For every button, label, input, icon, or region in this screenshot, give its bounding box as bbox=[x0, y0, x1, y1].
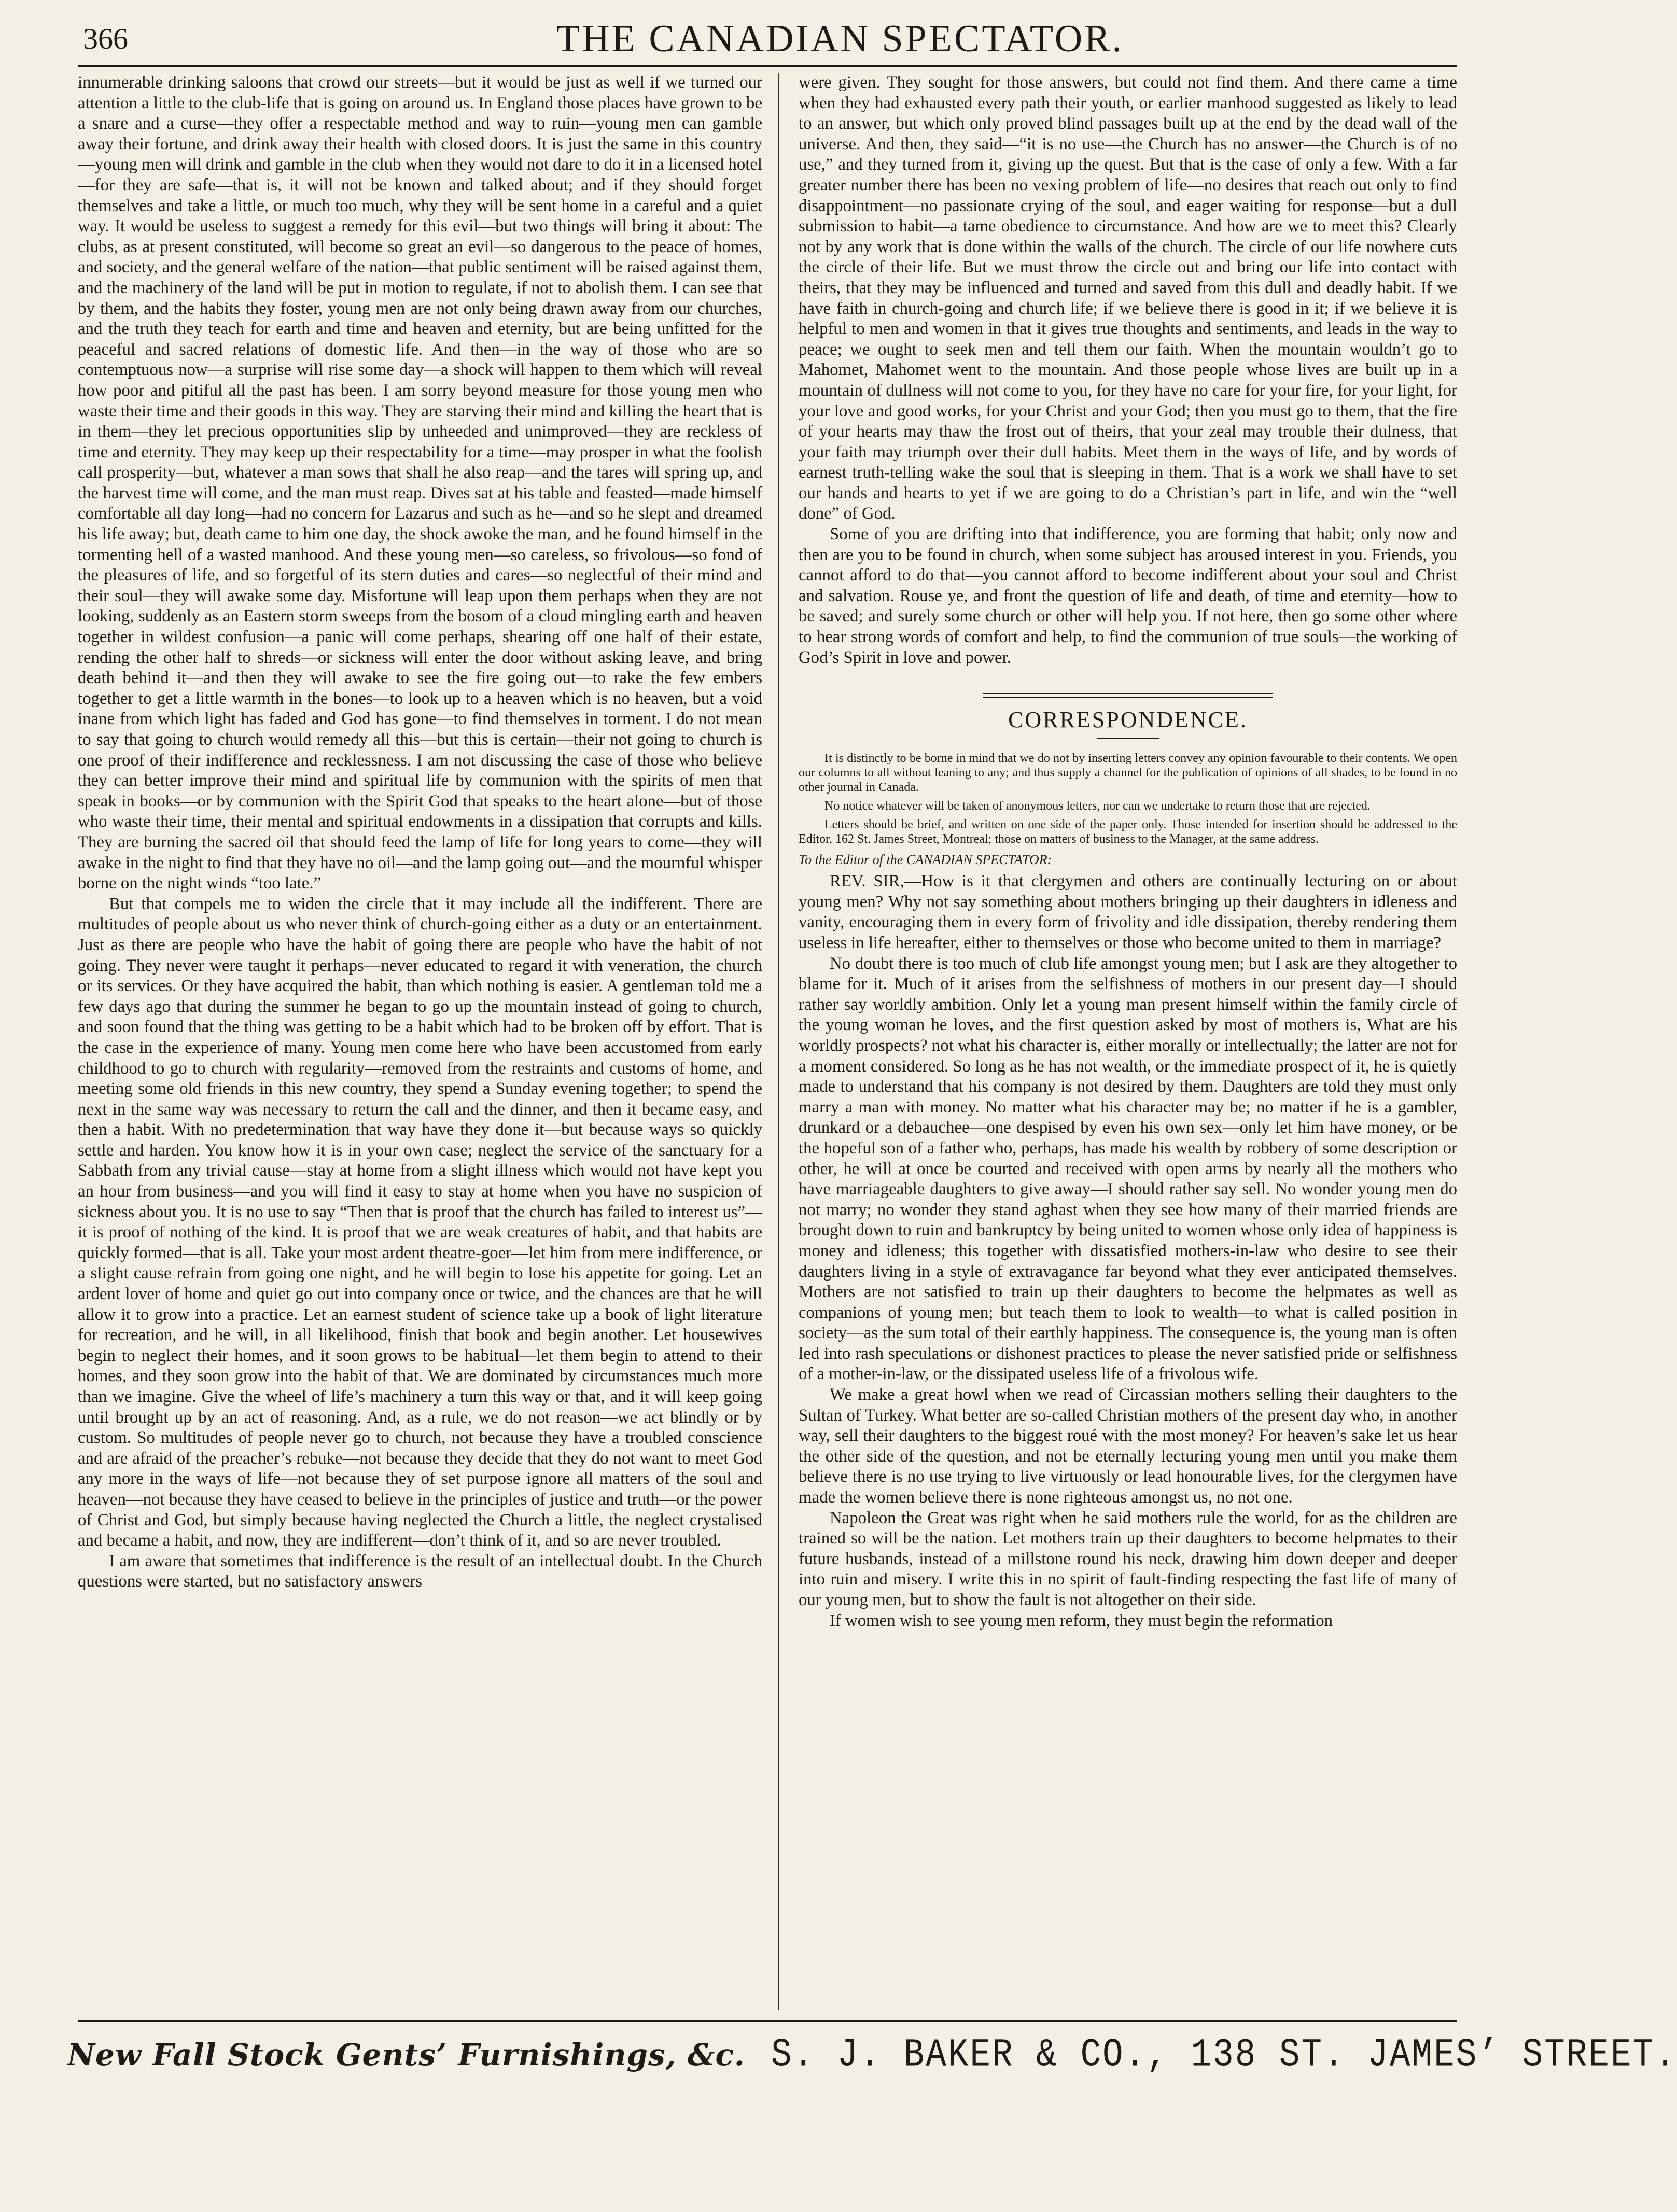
article-paragraph: innumerable drinking saloons that crowd our streets—but it would be just as well if we turned our attention a little to the club-life that is going on around us. In England those places have grown to be a snare and a curse—they offer a respectable method and way to ruin—young men can gamble away their fortune, and drink away their health with closed doors. It is just the same in this country—young men will drink and gamble in the club when they would not dare to do it in a licensed hotel—for they are safe—that is, it will not be known and talked about; and if they should forget themselves and take a little, or much too much, why they will be sent home in a careful and a quiet way. It would be useless to suggest a remedy for this evil—but two things will bring it about: The clubs, as at present constituted, will become so great an evil—so dangerous to the peace of homes, and society, and the general welfare of the nation—that public sentiment will be raised against them, and the machinery of the land will be put in motion to regulate, if not to abolish them. I can see that by them, and the habits they foster, young men are not only being drawn away from our churches, and the truth they teach for earth and time and heaven and eternity, but are being unfitted for the peaceful and sacred relations of domestic life. And then—in the way of those who are so contemptuous now—a surprise will rise some day—a shock will happen to them which will reveal how poor and pitiful all the past has been. I am sorry beyond measure for those young men who waste their time and their goods in this way. They are starving their mind and killing the heart that is in them—they let precious opportunities slip by unheeded and unimproved—they are reckless of time and eternity. They may keep up their respectability for a time—may prosper in what the foolish call prosperity—but, whatever a man sows that shall he also reap—and the tares will spring up, and the harvest time will come, and the man must reap. Dives sat at his table and feasted—made himself comfortable all day long—had no concern for Lazarus and such as he—and so he slept and dreamed his life away; but, death came to him one day, the shock awoke the man, and he found himself in the tormenting hell of a wasted manhood. And these young men—so careless, so frivolous—so fond of the pleasures of life, and so forgetful of its stern duties and cares—so neglectful of their mind and their soul—they will awake some day. Misfortune will leap upon them perhaps when they are not looking, suddenly as an Eastern storm sweeps from the bosom of a cloud mingling earth and heaven together in wildest confusion—a panic will come perhaps, shearing off one half of their estate, rending the other half to shreds—or sickness will enter the door without asking leave, and bring death behind it—and then they will awake to see the fire going out—to rake the few embers together to get a little warmth in the bones—to look up to a heaven which is no heaven, but a void inane from which light has faded and God has gone—to find themselves in torment. I do not mean to say that going to church would remedy all this—but this is certain—their not going to church is one proof of their indifference and recklessness. I am not discussing the case of those who believe they can better improve their mind and spiritual life by communion with the spirits of men that speak in books—or by communion with the Spirit God that speaks to the heart alone—but of those who waste their time, their mental and spiritual endowments in a dissipation that corrupts and kills. They are burning the sacred oil that should feed the lamp of life for long years to come—they will awake in the night to find that they have no oil—and the lamp going out—and the mournful whisper borne on the night winds “too late.” bbox=[78, 73, 762, 893]
footer-advertisement bbox=[67, 2029, 1677, 2081]
editorial-notice bbox=[799, 751, 1457, 846]
correspondence-heading: CORRESPONDENCE. bbox=[1008, 707, 1248, 733]
ad-right-text: S. J. BAKER & CO., 138 ST. JAMES’ STREET. bbox=[771, 2032, 1677, 2078]
article-paragraph: But that compels me to widen the circle that it may include all the indifferent. There are multitudes of people about us who never think of church-going either as a duty or an entertainment. Just as there are people who have the habit of going there are people who have the habit of not going. They never were taught it perhaps—never educated to regard it with veneration, the church or its services. Or they have acquired the habit, than which nothing is easier. A gentleman told me a few days ago that during the summer he began to go up the mountain instead of going to church, and soon found that the thing was getting to be a habit which had to be broken off by effort. That is the case in the experience of many. Young men come here who have been accustomed from early childhood to go to church with regularity—removed from the restraints and customs of home, and meeting some old friends in this new country, they spend a Sunday evening together; to spend the next in the same way was necessary to return the call and the dinner, and then it became easy, and then a habit. With no predetermination that way have they done it—but because ways so quickly settle and harden. You know how it is in your own case; neglect the service of the sanctuary for a Sabbath from any trivial cause—stay at home from a slight illness which would not have kept you an hour from business—and you will find it easy to stay at home when you have no suspicion of sickness about you. It is no use to say “Then that is proof that the church has failed to interest us”—it is proof of nothing of the kind. It is proof that we are weak creatures of habit, and that habits are quickly formed—that is all. Take your most ardent theatre-goer—let him from mere indifference, or a slight cause refrain from going one night, and he will begin to lose his appetite for going. Let an ardent lover of home and quiet go out into company once or twice, and the chances are that he will allow it to grow into a practice. Let an earnest student of science take up a book of light literature for recreation, and he will, in all likelihood, finish that book and begin another. Let housewives begin to neglect their homes, and it soon grows to be habitual—let them begin to attend to their homes, and they soon grow into the habit of that. We are dominated by circumstances much more than we imagine. Give the wheel of life’s machinery a turn this way or that, and it will keep going until brought up by an act of reasoning. And, as a rule, we do not reason—we act blindly or by custom. So multitudes of people never go to church, not because they have a troubled conscience and are afraid of the preacher’s rebuke—not because they decide that they do not want to meet God any more in the ways of life—not because they of set purpose ignore all matters of the soul and heaven—not because they have ceased to believe in the principles of justice and truth—or the power of Christ and God, but simply because having neglected the Church a little, the neglect crystalised and became a habit, and now, they are indifferent—don’t think of it, and so are never troubled. bbox=[78, 894, 762, 1550]
column-divider bbox=[778, 73, 779, 2010]
page-number: 366 bbox=[83, 22, 128, 55]
header-rule bbox=[78, 65, 1457, 67]
ad-left-text: New Fall Stock Gents’ Furnishings, &c. bbox=[67, 2037, 745, 2072]
left-column bbox=[78, 73, 762, 2010]
notice-paragraph: No notice whatever will be taken of anonymous letters, nor can we undertake to return those that are rejected. bbox=[824, 799, 1371, 813]
notice-paragraph: Letters should be brief, and written on one side of the paper only. Those intended for insertion should be addressed to the Editor, 162 St. James Street, Montreal; those on matters of business to the Manager, at the same address. bbox=[799, 818, 1457, 846]
letter-paragraph: No doubt there is too much of club life amongst young men; but I ask are they altogether to blame for it. Much of it arises from the selfishness of mothers in our present day—I should rather say worldly ambition. Only let a young man present himself within the family circle of the young woman he loves, and the first question asked by most of mothers is, What are his worldly prospects? not what his character is, either morally or intellectually; the latter are not for a moment considered. So long as he has not wealth, or the immediate prospect of it, he is quietly made to understand that his company is not desired by them. Daughters are told they must only marry a man with money. No matter what his character may be; no matter if he is a gambler, drunkard or a debauchee—one despised by even his own sex—only let him have money, or be the hopeful son of a father who, perhaps, has made his wealth by robbery of some description or other, he will at once be courted and received with open arms by nearly all the mothers who have marriageable daughters to give away—I should rather say sell. No wonder young men do not marry; no wonder they stand aghast when they see how many of their married friends are brought down to ruin and bankruptcy by being united to women whose only idea of happiness is money and idleness; this together with dissatisfied mothers-in-law who desire to see their daughters living in a style of extravagance far beyond what they ever anticipated themselves. Mothers are not satisfied to train up their daughters to become the helpmates as well as companions of young men; but teach them to look to wealth—to what is called position in society—as the sum total of their earthly happiness. The consequence is, the young man is often led into rash speculations or dishonest practices to please the never satisfied pride or selfishness of a mother-in-law, or the dissipated useless life of a frivolous wife. bbox=[799, 954, 1457, 1384]
article-paragraph: I am aware that sometimes that indifference is the result of an intellectual doubt. In the Church questions were started, but no satisfactory answers bbox=[78, 1551, 762, 1591]
letter-paragraph: We make a great howl when we read of Circassian mothers selling their daughters to the Sultan of Turkey. What better are so-called Christian mothers of the present day who, in another way, sell their daughters to the biggest roué with the most money? For heaven’s sake let us hear the other side of the question, and not be eternally lecturing young men until you make them believe there is no use trying to live virtuously or lead honourable lives, for the clergymen have made the women believe there is none righteous amongst us, no not one. bbox=[799, 1385, 1457, 1507]
letter-paragraph: REV. SIR,—How is it that clergymen and others are continually lecturing on or about young men? Why not say something about mothers bringing up their daughters in idleness and vanity, encouraging them in every form of frivolity and idle dissipation, thereby rendering them useless in life hereafter, either to themselves or those who become united to them in marriage? bbox=[799, 872, 1457, 952]
article-paragraph: were given. They sought for those answers, but could not find them. And there came a time when they had exhausted every path their youth, or earlier manhood suggested as likely to lead to an answer, but which only proved blind passages built up at the end by the dead wall of the universe. And then, they said—“it is no use—the Church has no answer—the Church is of no use,” and they turned from it, giving up the quest. But that is the case of only a few. With a far greater number there has been no vexing problem of life—no desires that reach out only to find disappointment—no passionate crying of the soul, and eager waiting for response—but a dull submission to habit—a tame obedience to circumstance. And how are we to meet this? Clearly not by any work that is done within the walls of the church. The circle of our life nowhere cuts the circle of their life. But we must throw the circle out and bring our life into contact with theirs, that they may be influenced and turned and saved from this dull and deadly habit. If we have faith in church-going and church life; if we believe there is good in it; if we believe it is helpful to men and women in that it gives true thoughts and sentiments, and leads in the way to peace; we ought to seek men and tell them our faith. When the mountain wouldn’t go to Mahomet, Mahomet went to the mountain. And those people whose lives are built up in a mountain of dullness will not come to you, for they have no care for your fire, for your light, for your love and good works, for your Christ and your God; then you must go to them, that the fire of your hearts may thaw the frost out of theirs, that your zeal may trouble their dulness, that your faith may triumph over their dull habits. Meet them in the ways of life, and by words of earnest truth-telling wake the soul that is sleeping in them. That is a work we shall have to set our hands and hearts to yet if we are going to do a Christian’s part in life, and win the “well done” of God. bbox=[799, 73, 1457, 523]
letter-paragraph: If women wish to see young men reform, they must begin the reformation bbox=[830, 1611, 1333, 1630]
right-column bbox=[799, 73, 1457, 2010]
footer-rule bbox=[78, 2020, 1457, 2022]
letter-paragraph: Napoleon the Great was right when he said mothers rule the world, for as the children are trained so will be the nation. Let mothers train up their daughters to become helpmates to their future husbands, instead of a millstone round his neck, drawing him down deeper and deeper into ruin and misery. I write this in no spirit of fault-finding respecting the fast life of many of our young men, but to show the fault is not altogether on their side. bbox=[799, 1508, 1457, 1609]
masthead-title: THE CANADIAN SPECTATOR. bbox=[556, 18, 1124, 60]
notice-paragraph: It is distinctly to be borne in mind that we do not by inserting letters convey any opinion favourable to their contents. We open our columns to all without leaning to any; and thus supply a channel for the publication of opinions of all shades, to be found in no other journal in Canada. bbox=[799, 752, 1457, 795]
section-double-rule bbox=[983, 693, 1273, 698]
letter-salutation: To the Editor of the CANADIAN SPECTATOR: bbox=[799, 852, 1052, 868]
article-paragraph: Some of you are drifting into that indifference, you are forming that habit; only now and then are you to be found in church, when some subject has aroused interest in you. Friends, you cannot afford to do that—you cannot afford to become indifferent about your soul and Christ and salvation. Rouse ye, and front the question of life and death, of time and eternity—how to be saved; and surely some church or other will help you. If not here, then go some other where to hear strong words of comfort and help, to find the communion of true souls—the working of God’s Spirit in love and power. bbox=[799, 525, 1457, 667]
heading-short-rule bbox=[1097, 738, 1159, 739]
